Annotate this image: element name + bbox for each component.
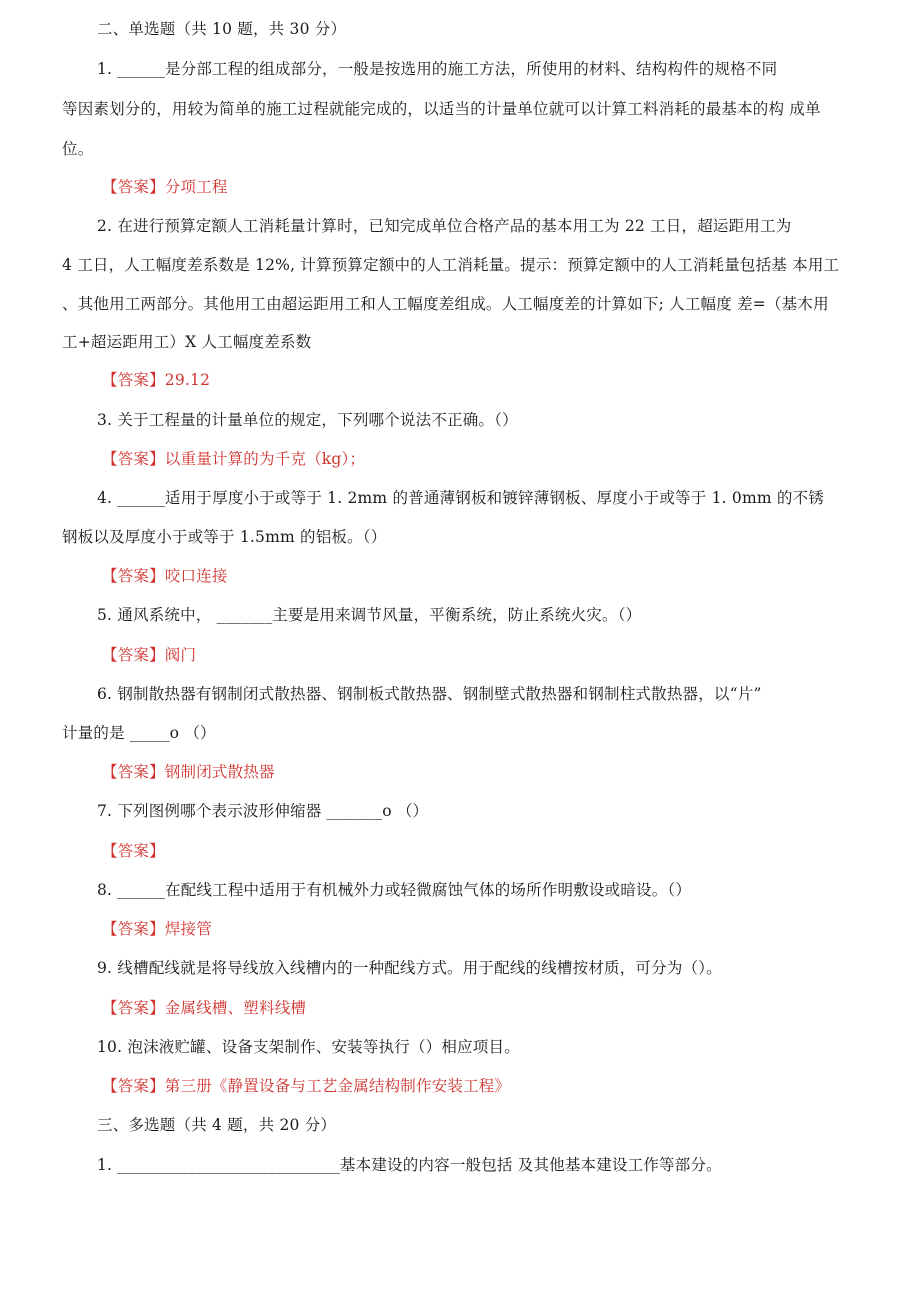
question-2-line-2: 4 工日，人工幅度差系数是 12%, 计算预算定额中的人工消耗量。提示：预算定额中的人工消耗量包括基 本用工 [62, 256, 840, 274]
question-4-line-1: 4. ______适用于厚度小于或等于 1. 2mm 的普通薄钢板和镀锌薄钢板、厚度小于或等于 1. 0mm 的不锈 [97, 489, 824, 507]
section-heading-single-choice: 二、单选题（共 10 题，共 30 分） [97, 20, 347, 38]
question-1-line-2: 等因素划分的，用较为简单的施工过程就能完成的，以适当的计量单位就可以计算工料消耗的最基本的构 成单 [62, 100, 821, 118]
section-heading-multiple-choice: 三、多选题（共 4 题，共 20 分） [97, 1116, 337, 1134]
multi-question-1-line-1: 1. ____________________________基本建设的内容一般包括 及其他基本建设工作等部分。 [97, 1156, 722, 1174]
question-2-line-1: 2. 在进行预算定额人工消耗量计算时，已知完成单位合格产品的基本用工为 22 工日，超运距用工为 [97, 217, 792, 235]
question-2-line-4: 工+超运距用工）X 人工幅度差系数 [62, 333, 312, 351]
question-5-line-1: 5. 通风系统中， _______主要是用来调节风量，平衡系统，防止系统火灾。（） [97, 606, 642, 624]
question-4-answer: 【答案】咬口连接 [102, 567, 228, 585]
question-1-line-1: 1. ______是分部工程的组成部分，一般是按选用的施工方法，所使用的材料、结构构件的规格不同 [97, 60, 778, 78]
question-3-answer: 【答案】以重量计算的为千克（kg）； [102, 450, 366, 468]
question-7-answer: 【答案】 [102, 842, 165, 860]
question-6-line-2: 计量的是 _____o （） [62, 724, 216, 742]
question-1-answer: 【答案】分项工程 [102, 178, 228, 196]
question-10-line-1: 10. 泡沫液贮罐、设备支架制作、安装等执行（）相应项目。 [97, 1038, 520, 1056]
question-5-answer: 【答案】阀门 [102, 646, 197, 664]
question-2-line-3: 、其他用工两部分。其他用工由超运距用工和人工幅度差组成。人工幅度差的计算如下; 人工幅度 差=（基木用 [62, 295, 829, 313]
question-10-answer: 【答案】第三册《静置设备与工艺金属结构制作安装工程》 [102, 1077, 511, 1095]
question-8-line-1: 8. ______在配线工程中适用于有机械外力或轻微腐蚀气体的场所作明敷设或暗设。（） [97, 881, 692, 899]
question-8-answer: 【答案】焊接管 [102, 920, 212, 938]
question-7-line-1: 7. 下列图例哪个表示波形伸缩器 _______o （） [97, 802, 429, 820]
question-4-line-2: 钢板以及厚度小于或等于 1.5mm 的铝板。（） [62, 528, 387, 546]
question-6-answer: 【答案】钢制闭式散热器 [102, 763, 275, 781]
question-2-answer: 【答案】29.12 [102, 371, 211, 389]
question-3-line-1: 3. 关于工程量的计量单位的规定，下列哪个说法不正确。（） [97, 411, 518, 429]
question-9-answer: 【答案】金属线槽、塑料线槽 [102, 999, 307, 1017]
question-1-line-3: 位。 [62, 140, 94, 158]
question-6-line-1: 6. 钢制散热器有钢制闭式散热器、钢制板式散热器、钢制壁式散热器和钢制柱式散热器，以“片” [97, 685, 762, 703]
question-9-line-1: 9. 线槽配线就是将导线放入线槽内的一种配线方式。用于配线的线槽按材质，可分为（）。 [97, 959, 722, 977]
